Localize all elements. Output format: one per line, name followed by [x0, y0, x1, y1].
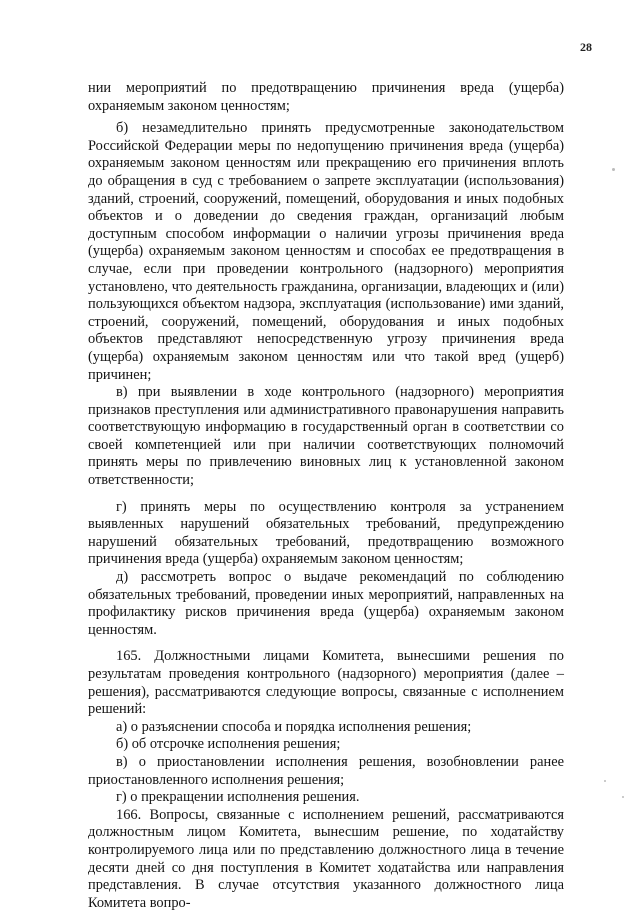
- scan-noise: [612, 168, 615, 171]
- document-body: [88, 80, 564, 912]
- page-number: 28: [580, 40, 592, 54]
- list-item-v: в) о приостановлении исполнения решения, возобновлении ранее приостановленного исполнения решения;: [88, 753, 564, 788]
- list-item-b: б) об отсрочке исполнения решения;: [116, 736, 341, 753]
- list-item-a: а) о разъяснении способа и порядка исполнения решения;: [116, 718, 472, 735]
- paragraph-item-b: б) незамедлительно принять предусмотренные законодательством Российской Федерации меры по недопущению причинения вреда (ущерба) охраняемым законом ценностям или прекращению его причинения вплоть до обращения в суд с требованием о запрете эксплуатации (использования) зданий, строений, сооружений, помещений, оборудования и иных подобных объектов и о доведении до сведения граждан, организаций любым доступным способом информации о наличии угрозы причинения вреда (ущерба) охраняемым законом ценностям и способах ее предотвращения в случае, если при проведении контрольного (надзорного) мероприятия установлено, что деятельность гражданина, организации, владеющих и (или) пользующихся объектом надзора, эксплуатация (использование) ими зданий, строений, сооружений, помещений, оборудования и иных подобных объектов представляют непосредственную угрозу причинения вреда (ущерба) охраняемым законом ценностям или что такой вред (ущерб) причинен;: [88, 120, 564, 383]
- paragraph-item-d: д) рассмотреть вопрос о выдаче рекомендаций по соблюдению обязательных требований, проведении иных мероприятий, направленных на профилактику рисков причинения вреда (ущерба) охраняемым законом ценностям.: [88, 569, 564, 638]
- paragraph-165: 165. Должностными лицами Комитета, вынесшими решения по результатам проведения контрольного (надзорного) мероприятия (далее – решения), рассматриваются следующие вопросы, связанные с исполнением решений:: [88, 648, 564, 718]
- scan-noise: [604, 780, 606, 782]
- list-item-g: г) о прекращении исполнения решения.: [116, 789, 360, 806]
- scan-noise: [622, 796, 624, 798]
- paragraph-166: 166. Вопросы, связанные с исполнением решений, рассматриваются должностным лицом Комитета, вынесшим решение, по ходатайству контролируемого лица или по представлению должностного лица в течение десяти дней со дня поступления в Комитет ходатайства или направления представления. В случае отсутствия указанного должностного лица Комитета вопро-: [88, 806, 564, 911]
- paragraph-continuation: нии мероприятий по предотвращению причинения вреда (ущерба) охраняемым законом ценностям;: [88, 80, 564, 114]
- paragraph-item-v: в) при выявлении в ходе контрольного (надзорного) мероприятия признаков преступления или административного правонарушения направить соответствующую информацию в государственный орган в соответствии со своей компетенцией или при наличии соответствующих полномочий принять меры по привлечению виновных лиц к установленной законом ответственности;: [88, 384, 564, 489]
- paragraph-item-g: г) принять меры по осуществлению контроля за устранением выявленных нарушений обязательных требований, предупреждению нарушений обязательных требований, предотвращению возможного причинения вреда (ущерба) охраняемым законом ценностям;: [88, 498, 564, 568]
